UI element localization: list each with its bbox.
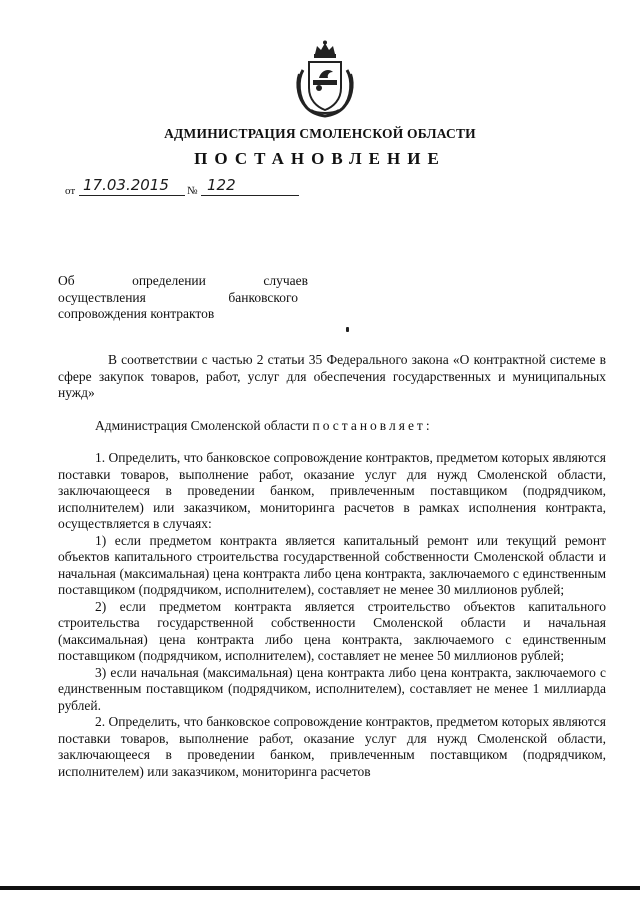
decree-intro-text: Администрация Смоленской области <box>95 417 313 433</box>
scan-mark <box>346 327 349 332</box>
clause-1-paragraph: 1. Определить, что банковское сопровождение контрактов, предметом которых являются поставки товаров, выполнение работ, оказание услуг для нужд Смоленской области, заключающееся в проведении банком, привлеченным поставщиком (подрядчиком, исполнителем) или заказчиком, мониторинга расчетов в рамках исполнения контракта, осуществляется в случаях: <box>58 450 606 531</box>
subject-word: сопровождения контрактов <box>58 306 215 321</box>
subject-line <box>58 306 308 323</box>
subject-word: случаев <box>263 273 308 288</box>
decree-intro-paragraph <box>58 418 606 435</box>
subject-word: банковского <box>228 289 298 305</box>
clause-1-3-paragraph: 3) если начальная (максимальная) цена контракта либо цена контракта, заключаемого с единственным поставщиком (подрядчиком, исполнителем), составляет не менее 1 миллиарда рублей. <box>58 664 606 713</box>
subject-line <box>58 290 298 307</box>
document-subject <box>58 273 308 323</box>
organization-title: АДМИНИСТРАЦИЯ СМОЛЕНСКОЙ ОБЛАСТИ <box>164 126 476 141</box>
clause-1-2-paragraph: 2) если предметом контракта является строительство объектов капитального строительства государственной собственности Смоленской области и начальная (максимальная) цена контракта либо цена контракта, заключаемого с единственным поставщиком (подрядчиком, исполнителем), составляет не менее 50 миллионов рублей; <box>58 598 606 663</box>
clause-1-1-paragraph: 1) если предметом контракта является капитальный ремонт или текущий ремонт объектов капитального строительства государственной собственности Смоленской области и начальная (максимальная) цена контракта либо цена контракта, заключаемого с единственным поставщиком (подрядчиком, исполнителем), составляет не менее 30 миллионов рублей; <box>58 532 606 597</box>
handwritten-number: 122 <box>207 176 236 194</box>
number-underline <box>201 195 299 196</box>
subject-word: Об <box>58 273 75 288</box>
document-body <box>58 352 606 780</box>
coat-of-arms-emblem <box>295 40 355 118</box>
decree-intro-keyword: постановляет: <box>312 417 433 433</box>
subject-word: определении <box>132 273 206 288</box>
scan-edge-bar <box>0 886 640 890</box>
subject-word: осуществления <box>58 289 146 305</box>
date-from-label: от <box>65 185 76 197</box>
handwritten-date: 17.03.2015 <box>83 176 169 194</box>
date-number-line <box>65 176 325 200</box>
preamble-paragraph: В соответствии с частью 2 статьи 35 Федерального закона «О контрактной системе в сфере закупок товаров, работ, услуг для обеспечения государственных и муниципальных нужд» <box>58 352 606 400</box>
date-underline <box>79 195 185 196</box>
number-label: № <box>187 185 198 197</box>
clause-2-paragraph: 2. Определить, что банковское сопровождение контрактов, предметом которых являются поставки товаров, выполнение работ, оказание услуг для нужд Смоленской области, заключающееся в проведении банком, привлеченным поставщиком (подрядчиком, исполнителем) или заказчиком, мониторинга расчетов <box>58 714 606 779</box>
subject-line <box>58 273 308 290</box>
document-type-title: ПОСТАНОВЛЕНИЕ <box>194 149 446 168</box>
